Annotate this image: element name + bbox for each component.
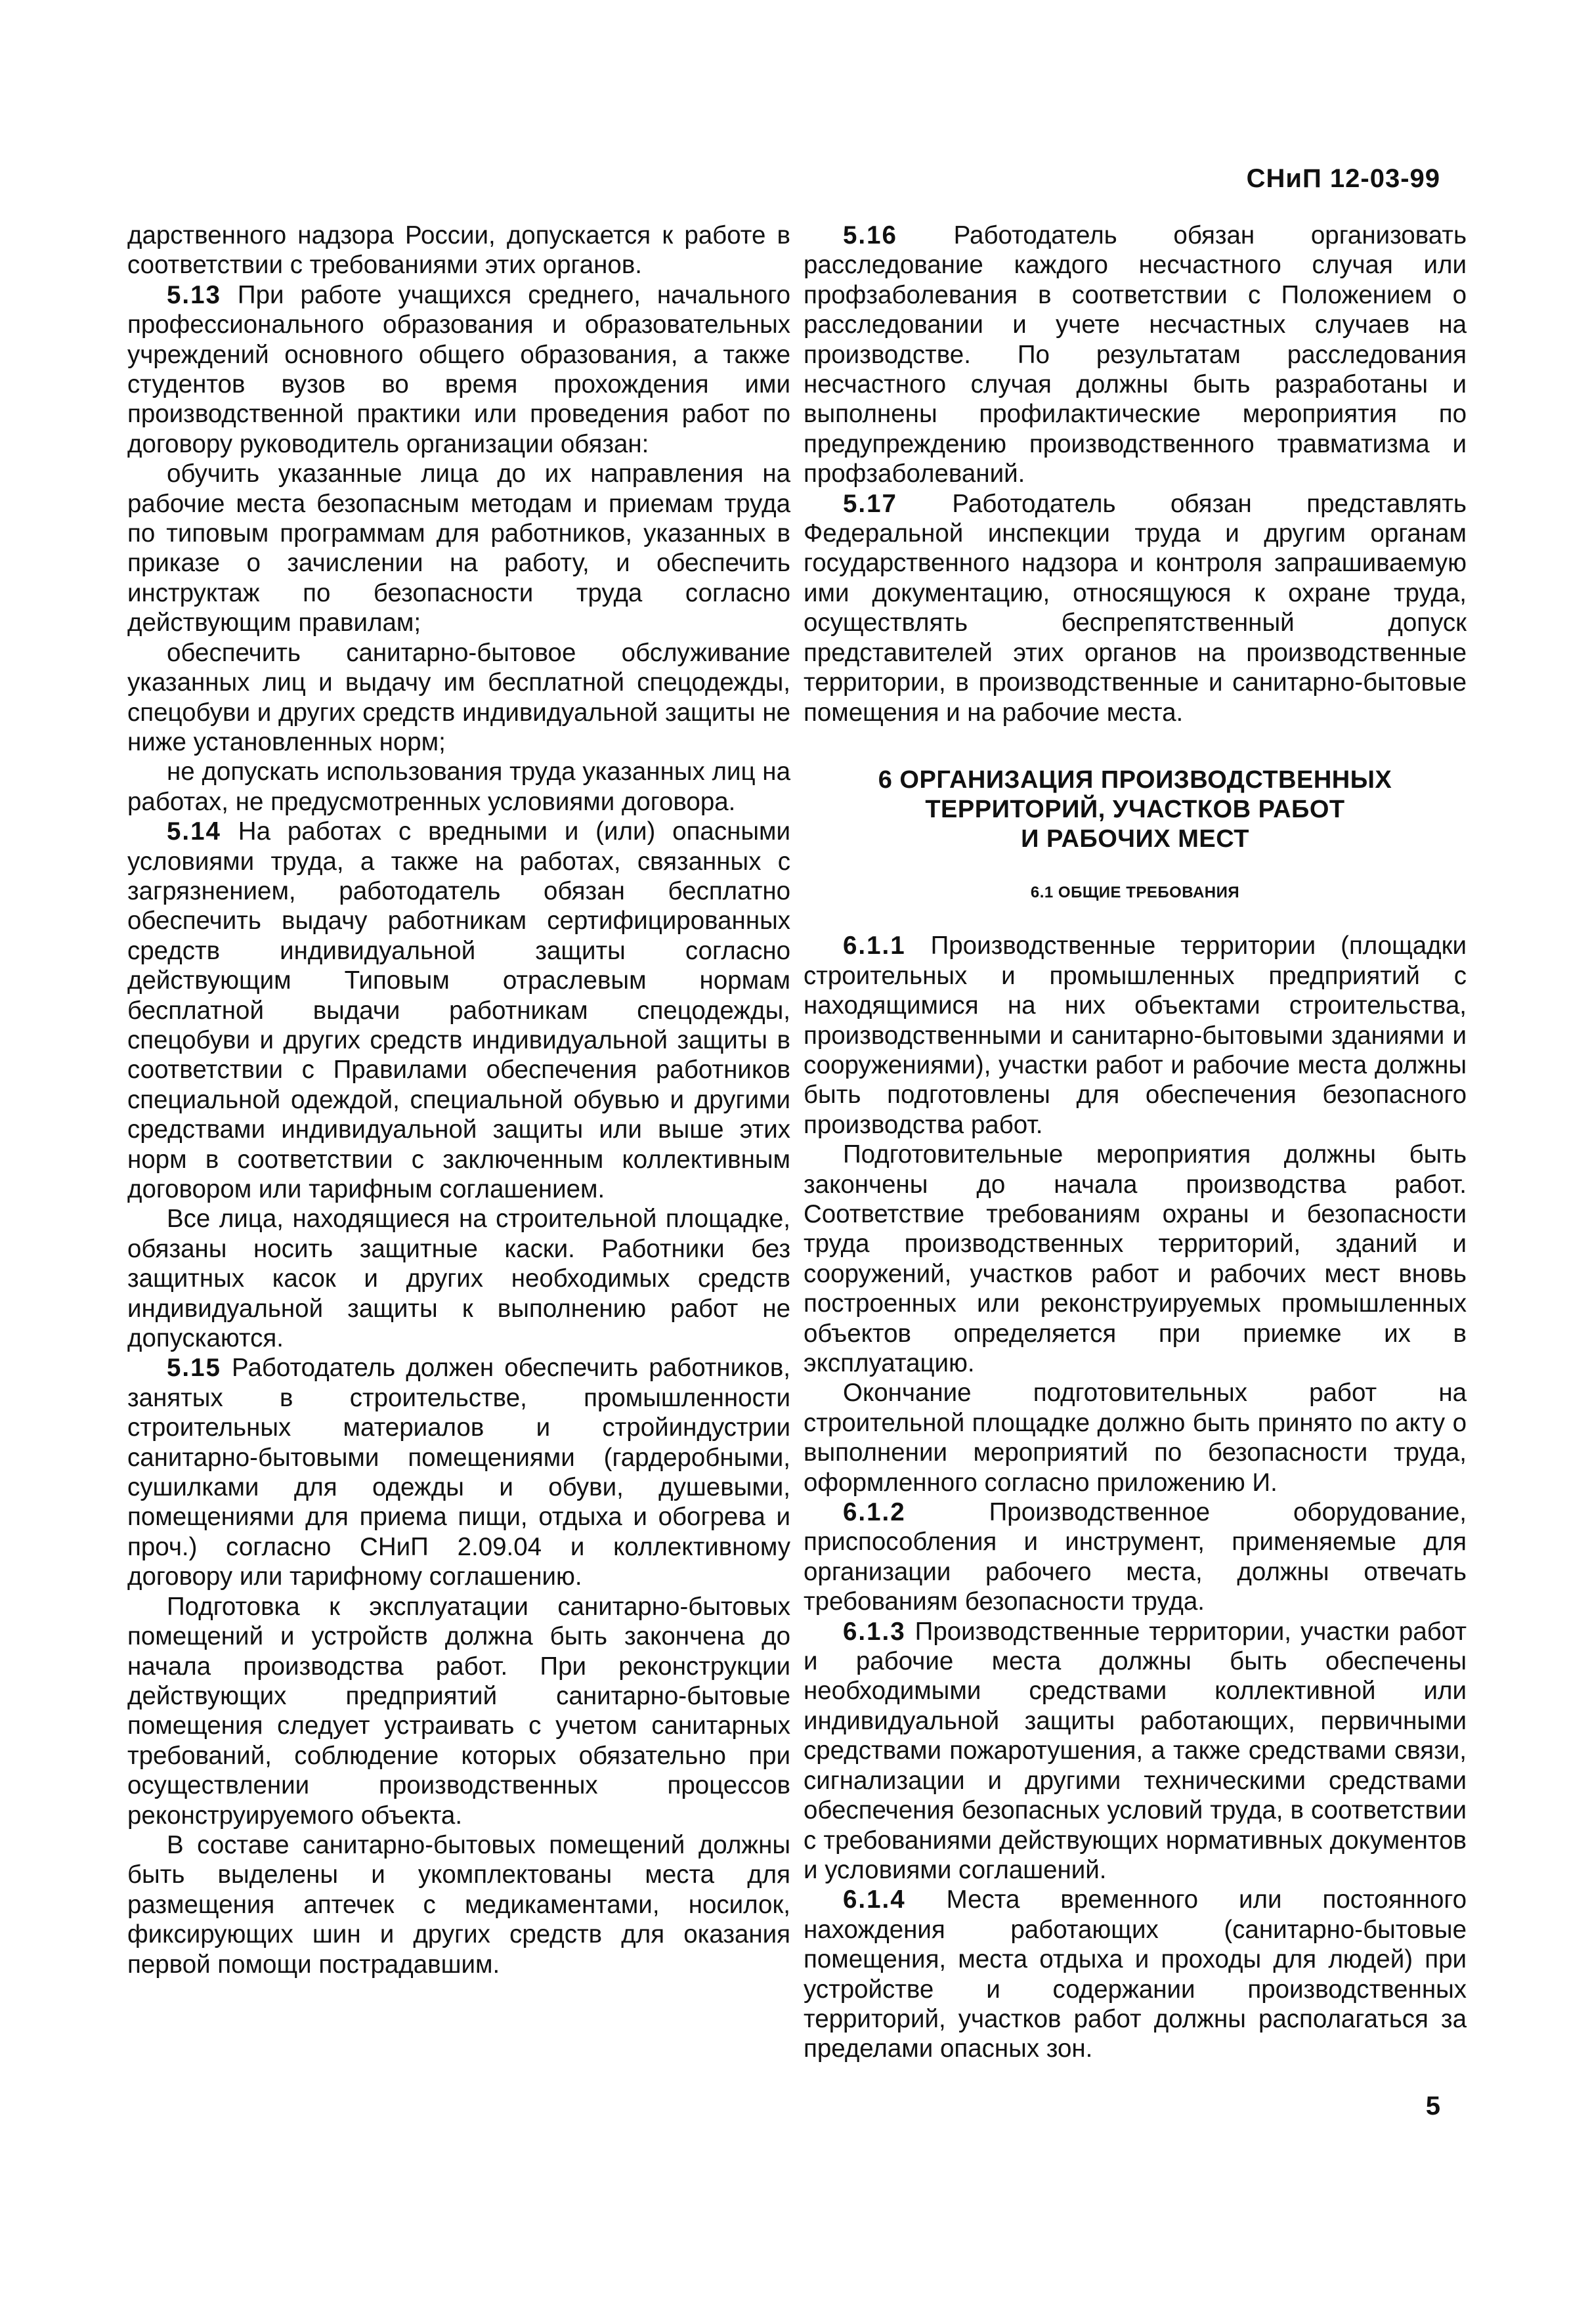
clause-5-17 xyxy=(804,489,1467,727)
clause-text: Места временного или постоянного нахождения работающих (санитарно-бытовые помещения, места отдыха и проходы для людей) при устройстве и содержании производственных территорий, участков работ должны располагаться за пределами опасных зон. xyxy=(804,1885,1467,2063)
clause-6-1-1-paragraph-3: Окончание подготовительных работ на строительной площадке должно быть принято по акту о выполнении мероприятий по безопасности труда, оформленного согласно приложению И. xyxy=(804,1379,1467,1497)
clause-number: 5.16 xyxy=(843,221,897,249)
clause-number: 5.17 xyxy=(843,489,897,518)
clause-text: На работах с вредными и (или) опасными условиями труда, а также на работах, связанных с загрязнением, работодатель обязан бесплатно обеспечить выдачу работникам сертифицированных средств индивидуальной защиты согласно действующим Типовым отраслевым нормам бесплатной выдачи работникам спецодежды, спецобуви и других средств индивидуальной защиты в соответствии с Правилами обеспечения работников специальной одеждой, специальной обувью и другими средствами индивидуальной защиты или выше этих норм в соответствии с заключенным коллективным договором или тарифным соглашением. xyxy=(127,817,790,1203)
clause-number: 5.15 xyxy=(167,1354,221,1383)
clause-number: 6.1.2 xyxy=(843,1498,906,1527)
page-number: 5 xyxy=(1425,2092,1440,2120)
clause-5-15-paragraph-3: В составе санитарно-бытовых помещений должны быть выделены и укомплектованы места для размещения аптечек с медикаментами, носилок, фиксирующих шин и других средств для оказания первой помощи пострадавшим. xyxy=(127,1830,790,1979)
clause-5-15 xyxy=(127,1353,790,1591)
clause-text: Работодатель должен обеспечить работников, занятых в строительстве, промышленности строительных материалов и стройиндустрии санитарно-бытовыми помещениями (гардеробными, сушилками для одежды и обуви, душевыми, помещениями для приема пищи, отдыха и обогрева и проч.) согласно СНиП 2.09.04 и коллективному договору или тарифному соглашению. xyxy=(127,1354,790,1591)
clause-5-15-paragraph-2: Подготовка к эксплуатации санитарно-бытовых помещений и устройств должна быть закончена до начала производства работ. При реконструкции действующих предприятий санитарно-бытовые помещения следует устраивать с учетом санитарных требований, соблюдение которых обязательно при осуществлении производственных процессов реконструируемого объекта. xyxy=(127,1592,790,1830)
clause-text: Производственные территории, участки работ и рабочие места должны быть обеспечены необходимыми средствами коллективной или индивидуальной защиты работающих, первичными средствами пожаротушения, а также средствами связи, сигнализации и другими техническими средствами обеспечения безопасных условий труда, в соответствии с требованиями действующих нормативных документов и условиями соглашений. xyxy=(804,1617,1467,1884)
clause-6-1-1-paragraph-2: Подготовительные мероприятия должны быть закончены до начала производства работ. Соответствие требованиям охраны и безопасности труда производственных территорий, зданий и сооружений, участков работ и рабочих мест вновь построенных или реконструируемых промышленных объектов определяется при приемке их в эксплуатацию. xyxy=(804,1140,1467,1377)
clause-5-13 xyxy=(127,280,790,459)
section-title-line-3: И РАБОЧИХ МЕСТ xyxy=(1021,825,1249,853)
clause-number: 6.1.3 xyxy=(843,1617,906,1646)
clause-5-16 xyxy=(804,221,1467,489)
clause-number: 5.14 xyxy=(167,817,221,846)
right-column xyxy=(804,221,1467,2064)
clause-5-14-paragraph-2: Все лица, находящиеся на строительной площадке, обязаны носить защитные каски. Работники без защитных касок и других необходимых средств индивидуальной защиты к выполнению работ не допускаются. xyxy=(127,1205,790,1353)
section-6-title xyxy=(804,765,1467,854)
clause-text: Работодатель обязан организовать расследование каждого несчастного случая или профзаболевания в соответствии с Положением о расследовании и учете несчастных случаев на производстве. По результатам расследования несчастного случая должны быть разработаны и выполнены профилактические мероприятия по предупреждению производственного травматизма и профзаболеваний. xyxy=(804,221,1467,488)
clause-number: 6.1.1 xyxy=(843,932,906,960)
clause-5-13-item-2: обеспечить санитарно-бытовое обслуживание указанных лиц и выдачу им бесплатной спецодежды, спецобуви и других средств индивидуальной защиты не ниже установленных норм; xyxy=(127,638,790,756)
clause-6-1-2 xyxy=(804,1497,1467,1617)
clause-text: Работодатель обязан представлять Федеральной инспекции труда и другим органам государственного надзора и контроля запрашиваемую ими документацию, относящуюся к охране труда, осуществлять беспрепятственный допуск представителей этих органов на производственные территории, в производственные и санитарно-бытовые помещения и на рабочие места. xyxy=(804,489,1467,727)
clause-6-1-3 xyxy=(804,1617,1467,1885)
paragraph-continuation: дарственного надзора России, допускается к работе в соответствии с требованиями этих органов. xyxy=(127,221,790,280)
clause-5-14 xyxy=(127,817,790,1204)
left-column xyxy=(127,221,790,1979)
clause-number: 6.1.4 xyxy=(843,1885,906,1914)
clause-6-1-4 xyxy=(804,1885,1467,2063)
clause-text: Производственные территории (площадки строительных и промышленных предприятий с находящимися на них объектами строительства, производственными и санитарно-бытовыми зданиями и сооружениями), участки работ и рабочие места должны быть подготовлены для обеспечения безопасного производства работ. xyxy=(804,932,1467,1139)
subsection-6-1-title: 6.1 ОБЩИЕ ТРЕБОВАНИЯ xyxy=(1030,883,1240,901)
section-title-line-2: ТЕРРИТОРИЙ, УЧАСТКОВ РАБОТ xyxy=(925,795,1345,823)
clause-number: 5.13 xyxy=(167,280,221,309)
document-code-header: СНиП 12-03-99 xyxy=(1246,164,1440,193)
section-title-line-1: 6 ОРГАНИЗАЦИЯ ПРОИЗВОДСТВЕННЫХ xyxy=(878,765,1392,794)
clause-5-13-item-3: не допускать использования труда указанных лиц на работах, не предусмотренных условиями договора. xyxy=(127,758,790,816)
clause-6-1-1 xyxy=(804,931,1467,1140)
clause-text: Производственное оборудование, приспособления и инструмент, применяемые для организации рабочего места, должны отвечать требованиям безопасности труда. xyxy=(804,1498,1467,1616)
clause-5-13-item-1: обучить указанные лица до их направления на рабочие места безопасным методам и приемам труда по типовым программам для работников, указанных в приказе о зачислении на работу, и обеспечить инструктаж по безопасности труда согласно действующим правилам; xyxy=(127,460,790,637)
clause-text: При работе учащихся среднего, начального профессионального образования и образовательных учреждений основного общего образования, а также студентов вузов во время прохождения ими производственной практики или проведения работ по договору руководитель организации обязан: xyxy=(127,280,790,458)
